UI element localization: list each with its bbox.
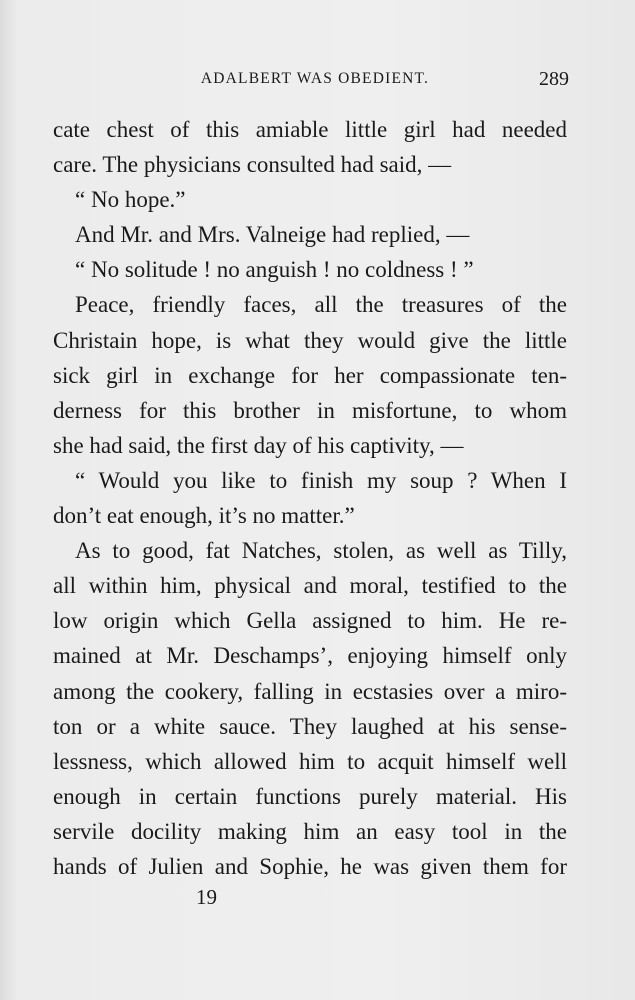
text-line: As to good, fat Natches, stolen, as well as Tilly, bbox=[75, 538, 567, 564]
text-line: And Mr. and Mrs. Valneige had replied, — bbox=[75, 222, 470, 248]
text-line: Christain hope, is what they would give the little bbox=[53, 327, 567, 353]
text-line: care. The physicians consulted had said, — bbox=[53, 152, 452, 178]
text-line: “ Would you like to finish my soup ? When I bbox=[75, 467, 567, 493]
text-line: she had said, the first day of his captivity, — bbox=[53, 432, 464, 458]
running-head: ADALBERT WAS OBEDIENT. bbox=[200, 70, 430, 87]
text-line: cate chest of this amiable little girl had needed bbox=[53, 117, 567, 142]
signature-mark: 19 bbox=[196, 885, 217, 909]
body-text bbox=[53, 112, 567, 884]
text-line: hands of Julien and Sophie, he was given them for bbox=[53, 853, 567, 879]
text-line: servile docility making him an easy tool in the bbox=[53, 818, 567, 844]
text-line: mained at Mr. Deschamps’, enjoying himself only bbox=[53, 643, 567, 669]
text-line: enough in certain functions purely material. His bbox=[53, 783, 567, 809]
text-line: low origin which Gella assigned to him. He re- bbox=[53, 608, 567, 634]
page-header bbox=[53, 66, 569, 92]
text-line: all within him, physical and moral, testified to the bbox=[53, 573, 567, 599]
text-line: “ No solitude ! no anguish ! no coldness ! ” bbox=[75, 257, 474, 283]
text-line: derness for this brother in misfortune, to whom bbox=[53, 397, 567, 423]
text-line: sick girl in exchange for her compassionate ten- bbox=[53, 362, 567, 388]
text-line: Peace, friendly faces, all the treasures of the bbox=[75, 292, 567, 318]
text-line: lessness, which allowed him to acquit himself well bbox=[53, 748, 567, 774]
text-line: among the cookery, falling in ecstasies over a miro- bbox=[53, 678, 567, 704]
text-line: “ No hope.” bbox=[75, 187, 186, 213]
text-line: ton or a white sauce. They laughed at his sense- bbox=[53, 713, 567, 739]
page-number: 289 bbox=[539, 68, 569, 90]
text-line: don’t eat enough, it’s no matter.” bbox=[53, 503, 355, 529]
